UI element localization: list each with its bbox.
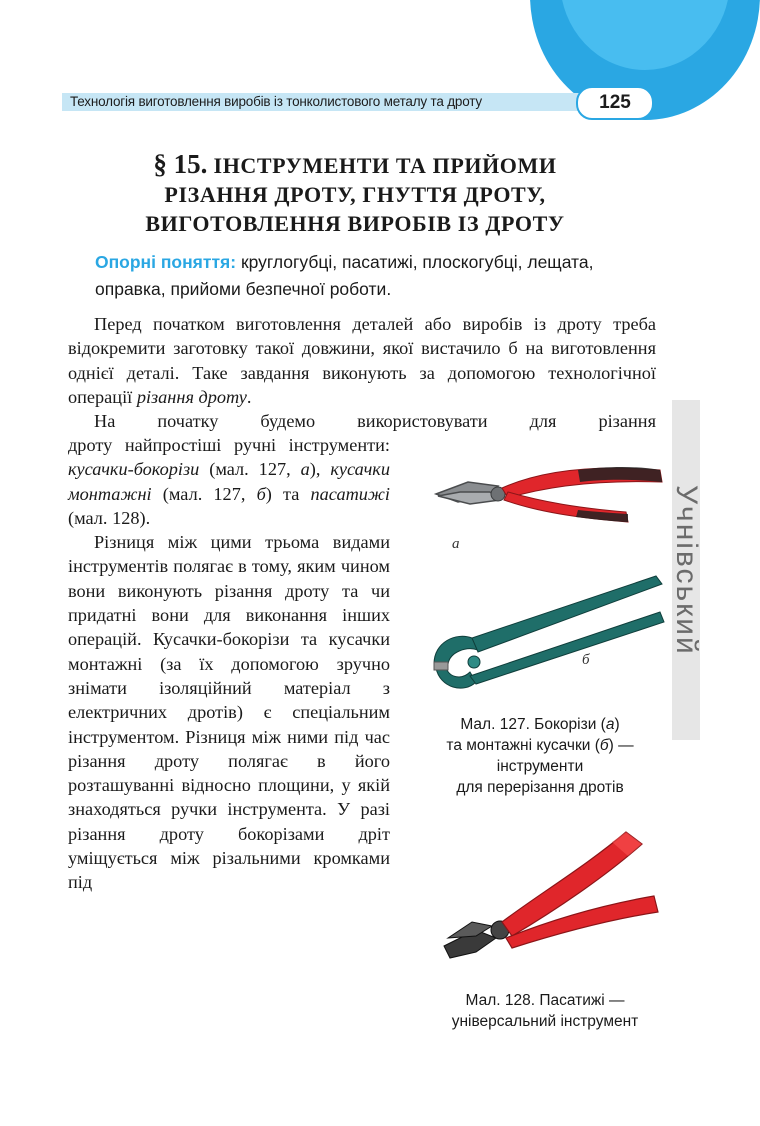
- chapter-title: [110, 150, 600, 238]
- paragraph-2: [68, 433, 390, 530]
- p2-s3: ),: [309, 459, 331, 480]
- caption-127-line2-end: ) —: [608, 737, 634, 754]
- side-cutters-image: [428, 452, 668, 532]
- caption-127-line2: та монтажні кусачки (: [446, 737, 600, 754]
- page-number: 125: [576, 86, 654, 120]
- running-title: Технологія виготовлення виробів із тонколистового металу та дроту: [70, 94, 482, 109]
- term-cutting-wire: різання дроту: [136, 386, 247, 407]
- end-nippers-image: [420, 572, 670, 702]
- caption-127-ref-b: б: [599, 737, 609, 754]
- p2-s6: (мал. 128).: [68, 507, 151, 528]
- p2-s1: дроту найпростіші ручні інструменти:: [68, 435, 390, 455]
- figure-128-caption: [420, 990, 670, 1032]
- key-concepts-label: Опорні поняття:: [95, 252, 237, 272]
- term-end-nippers: кусачки монтажні: [68, 459, 390, 504]
- paragraph-3: Різниця між цими трьома видами інструментів полягає в тому, яким чином вони виконують різання дроту та чи придатні вони для виконання інших операцій. Кусачки-бокорізи та кусачки монтажні (за їх допомогою зручно знімати ізоляційний матеріал з електричних дротів) є спеціальним інструментом. Різниця між ними під час різання дроту полягає в його розташуванні відносно площини, у якій знаходяться ручки інструмента. У разі різання дроту бокорізами дріт уміщується між різальними кромками під: [68, 532, 390, 893]
- caption-127-line1-end: ): [614, 716, 620, 733]
- caption-127-line1: Мал. 127. Бокорізи (: [460, 716, 606, 733]
- paragraph-1: [68, 312, 656, 409]
- paragraph-2-first-line: [68, 409, 656, 433]
- chapter-title-line2: РІЗАННЯ ДРОТУ, ГНУТТЯ ДРОТУ,: [164, 182, 546, 207]
- p2-s4: (мал. 127,: [151, 483, 257, 504]
- caption-127-line4: для перерізання дротів: [456, 779, 624, 796]
- pliers-image: [436, 826, 666, 976]
- paragraph-1-end: .: [246, 386, 252, 407]
- caption-127-line3: інструменти: [496, 758, 584, 775]
- figure-127-caption: [420, 714, 660, 798]
- paragraph-2-line1: На початку будемо використовувати для різання: [94, 411, 656, 431]
- left-column: [68, 433, 390, 895]
- p2-s5: ) та: [265, 483, 311, 504]
- key-concepts-text: круглогубці, пасатижі, плоскогубці, лещата, оправка, прийоми безпечної роботи.: [95, 252, 594, 299]
- chapter-title-line3: ВИГОТОВЛЕННЯ ВИРОБІВ ІЗ ДРОТУ: [145, 211, 565, 236]
- p2-s2: (мал. 127,: [199, 459, 301, 480]
- p2-ref-b: б: [256, 483, 266, 504]
- chapter-title-line1: ІНСТРУМЕНТИ ТА ПРИЙОМИ: [213, 153, 557, 178]
- caption-128-line1: Мал. 128. Пасатижі —: [465, 992, 625, 1009]
- caption-127-ref-a: а: [605, 716, 615, 733]
- side-tab: Учнівський: [672, 400, 700, 740]
- paragraph-1-text: Перед початком виготовлення деталей або виробів із дроту треба відокремити заготовку такої довжини, якої вистачило б на виготовлення однієї деталі. Таке завдання виконують за допомогою технологічної операції: [68, 314, 656, 407]
- term-side-cutters: кусачки-бокорізи: [68, 459, 200, 480]
- figure-127-label-a: а: [452, 536, 460, 552]
- term-pliers: пасатижі: [310, 483, 391, 504]
- key-concepts: [95, 249, 655, 303]
- caption-128-line2: універсальний інструмент: [451, 1013, 639, 1030]
- figure-127-label-b: б: [582, 652, 590, 668]
- p2-ref-a: а: [300, 459, 310, 480]
- paragraph-number: § 15.: [153, 149, 208, 179]
